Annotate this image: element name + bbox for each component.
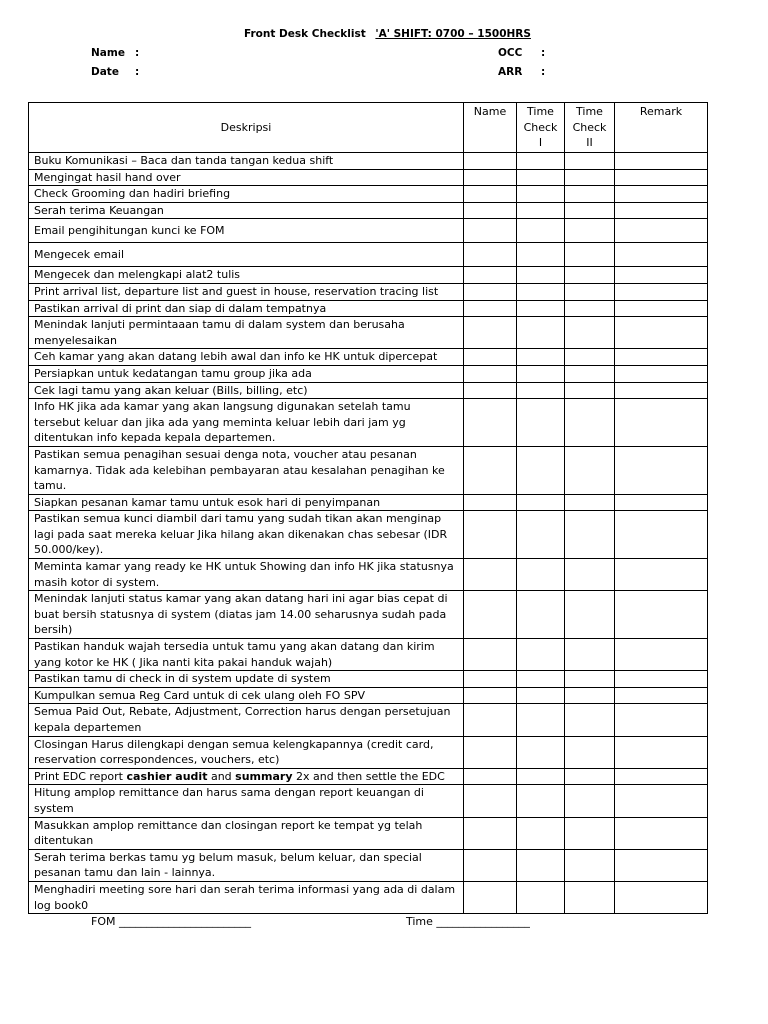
remark-cell[interactable] bbox=[615, 219, 708, 243]
checklist-row bbox=[29, 671, 708, 688]
checklist-item-description: Siapkan pesanan kamar tamu untuk esok hari di penyimpanan bbox=[29, 494, 464, 511]
checklist-item-description: Menindak lanjuti status kamar yang akan datang hari ini agar bias cepat di buat bersih statusnya di system (diatas jam 14.00 seharusnya sudah pada bersih) bbox=[29, 591, 464, 639]
time-check-2-cell[interactable] bbox=[565, 300, 615, 317]
checklist-row bbox=[29, 736, 708, 768]
checklist-item-description: Pastikan semua kunci diambil dari tamu yang sudah tikan akan menginap lagi pada saat mereka keluar Jika hilang akan dikenakan chas sebesar (IDR 50.000/key). bbox=[29, 511, 464, 559]
time-check-2-cell[interactable] bbox=[565, 446, 615, 494]
checklist-row bbox=[29, 153, 708, 170]
name-cell[interactable] bbox=[464, 687, 517, 704]
remark-cell[interactable] bbox=[615, 365, 708, 382]
time-check-2-cell[interactable] bbox=[565, 399, 615, 447]
edc-bold-text: summary bbox=[235, 769, 293, 783]
remark-cell[interactable] bbox=[615, 736, 708, 768]
column-header-name: Name bbox=[464, 103, 517, 153]
name-cell[interactable] bbox=[464, 446, 517, 494]
name-cell[interactable] bbox=[464, 591, 517, 639]
time-signature-line: Time _________________ bbox=[406, 915, 530, 928]
time-check-1-cell[interactable] bbox=[517, 446, 565, 494]
time-check-2-cell[interactable] bbox=[565, 687, 615, 704]
edc-text: Print EDC report bbox=[34, 769, 127, 783]
time-check-1-cell[interactable] bbox=[517, 365, 565, 382]
time-check-1-cell[interactable] bbox=[517, 202, 565, 219]
time-check-2-cell[interactable] bbox=[565, 881, 615, 913]
time-check-2-cell[interactable] bbox=[565, 704, 615, 736]
checklist-item-description: Serah terima berkas tamu yg belum masuk, belum keluar, dan special pesanan tamu dan lain - lainnya. bbox=[29, 849, 464, 881]
arr-colon: : bbox=[541, 66, 546, 78]
time-check-2-cell[interactable] bbox=[565, 591, 615, 639]
name-cell[interactable] bbox=[464, 511, 517, 559]
time-check-1-cell[interactable] bbox=[517, 300, 565, 317]
name-cell[interactable] bbox=[464, 382, 517, 399]
checklist-row bbox=[29, 283, 708, 300]
time-check-1-cell[interactable] bbox=[517, 317, 565, 349]
checklist-row bbox=[29, 219, 708, 243]
checklist-item-description: Print arrival list, departure list and guest in house, reservation tracing list bbox=[29, 283, 464, 300]
remark-cell[interactable] bbox=[615, 559, 708, 591]
checklist-row bbox=[29, 559, 708, 591]
checklist-item-description: Menghadiri meeting sore hari dan serah terima informasi yang ada di dalam log book0 bbox=[29, 881, 464, 913]
time-check-1-cell[interactable] bbox=[517, 219, 565, 243]
column-header-time-check-1: Time Check I bbox=[517, 103, 565, 153]
checklist-row bbox=[29, 704, 708, 736]
checklist-item-description: Semua Paid Out, Rebate, Adjustment, Correction harus dengan persetujuan kepala departemen bbox=[29, 704, 464, 736]
remark-cell[interactable] bbox=[615, 382, 708, 399]
checklist-item-description: Closingan Harus dilengkapi dengan semua kelengkapannya (credit card, reservation correspondences, vouchers, etc) bbox=[29, 736, 464, 768]
time-check-2-cell[interactable] bbox=[565, 283, 615, 300]
time-check-2-cell[interactable] bbox=[565, 202, 615, 219]
fom-signature-line: FOM ________________________ bbox=[91, 915, 251, 928]
remark-cell[interactable] bbox=[615, 317, 708, 349]
name-cell[interactable] bbox=[464, 494, 517, 511]
remark-cell[interactable] bbox=[615, 186, 708, 203]
remark-cell[interactable] bbox=[615, 768, 708, 785]
time-check-1-cell[interactable] bbox=[517, 768, 565, 785]
name-cell[interactable] bbox=[464, 849, 517, 881]
time-check-1-cell[interactable] bbox=[517, 494, 565, 511]
remark-cell[interactable] bbox=[615, 399, 708, 447]
name-cell[interactable] bbox=[464, 300, 517, 317]
edc-text: 2x and then settle the EDC bbox=[292, 769, 445, 783]
checklist-item-description: Mengingat hasil hand over bbox=[29, 169, 464, 186]
name-cell[interactable] bbox=[464, 317, 517, 349]
time-check-2-cell[interactable] bbox=[565, 169, 615, 186]
time-check-1-cell[interactable] bbox=[517, 267, 565, 284]
name-cell[interactable] bbox=[464, 817, 517, 849]
checklist-item-description: Cek lagi tamu yang akan keluar (Bills, billing, etc) bbox=[29, 382, 464, 399]
checklist-item-description: Pastikan handuk wajah tersedia untuk tamu yang akan datang dan kirim yang kotor ke HK ( Jika nanti kita pakai handuk wajah) bbox=[29, 639, 464, 671]
time-check-1-cell[interactable] bbox=[517, 399, 565, 447]
name-cell[interactable] bbox=[464, 639, 517, 671]
time-check-2-cell[interactable] bbox=[565, 849, 615, 881]
time-check-1-cell[interactable] bbox=[517, 785, 565, 817]
column-header-description: Deskripsi bbox=[29, 103, 464, 153]
time-check-2-cell[interactable] bbox=[565, 153, 615, 170]
checklist-row bbox=[29, 186, 708, 203]
time-check-1-cell[interactable] bbox=[517, 687, 565, 704]
remark-cell[interactable] bbox=[615, 494, 708, 511]
name-cell[interactable] bbox=[464, 559, 517, 591]
remark-cell[interactable] bbox=[615, 881, 708, 913]
time-check-1-cell[interactable] bbox=[517, 153, 565, 170]
checklist-row bbox=[29, 768, 708, 785]
arr-field-label: ARR bbox=[498, 66, 523, 78]
remark-cell[interactable] bbox=[615, 349, 708, 366]
time-check-2-cell[interactable] bbox=[565, 349, 615, 366]
time-check-1-cell[interactable] bbox=[517, 849, 565, 881]
time-check-2-cell[interactable] bbox=[565, 768, 615, 785]
name-cell[interactable] bbox=[464, 202, 517, 219]
checklist-row bbox=[29, 591, 708, 639]
title-text: Front Desk Checklist bbox=[244, 28, 366, 40]
time-check-2-cell[interactable] bbox=[565, 736, 615, 768]
name-cell[interactable] bbox=[464, 365, 517, 382]
time-check-2-cell[interactable] bbox=[565, 365, 615, 382]
remark-cell[interactable] bbox=[615, 817, 708, 849]
time-check-2-cell[interactable] bbox=[565, 186, 615, 203]
checklist-row bbox=[29, 169, 708, 186]
column-header-time-check-2: Time Check II bbox=[565, 103, 615, 153]
name-cell[interactable] bbox=[464, 243, 517, 267]
time-check-2-cell[interactable] bbox=[565, 785, 615, 817]
checklist-row bbox=[29, 349, 708, 366]
name-cell[interactable] bbox=[464, 768, 517, 785]
checklist-item-description: Mengecek dan melengkapi alat2 tulis bbox=[29, 267, 464, 284]
time-check-2-cell[interactable] bbox=[565, 671, 615, 688]
time-check-1-cell[interactable] bbox=[517, 671, 565, 688]
checklist-row bbox=[29, 399, 708, 447]
time-check-2-cell[interactable] bbox=[565, 817, 615, 849]
checklist-row bbox=[29, 687, 708, 704]
time-check-1-cell[interactable] bbox=[517, 639, 565, 671]
name-cell[interactable] bbox=[464, 881, 517, 913]
time-check-2-cell[interactable] bbox=[565, 382, 615, 399]
name-cell[interactable] bbox=[464, 153, 517, 170]
column-header-remark: Remark bbox=[615, 103, 708, 153]
name-cell[interactable] bbox=[464, 785, 517, 817]
checklist-item-description: Hitung amplop remittance dan harus sama dengan report keuangan di system bbox=[29, 785, 464, 817]
checklist-row bbox=[29, 494, 708, 511]
date-colon: : bbox=[135, 66, 140, 78]
checklist-row bbox=[29, 511, 708, 559]
name-cell[interactable] bbox=[464, 704, 517, 736]
remark-cell[interactable] bbox=[615, 639, 708, 671]
checklist-item-description: Pastikan arrival di print dan siap di dalam tempatnya bbox=[29, 300, 464, 317]
checklist-row bbox=[29, 300, 708, 317]
name-cell[interactable] bbox=[464, 169, 517, 186]
checklist-table bbox=[28, 102, 708, 914]
remark-cell[interactable] bbox=[615, 300, 708, 317]
remark-cell[interactable] bbox=[615, 687, 708, 704]
checklist-row bbox=[29, 849, 708, 881]
name-cell[interactable] bbox=[464, 349, 517, 366]
date-field-label: Date bbox=[91, 66, 119, 78]
time-check-2-cell[interactable] bbox=[565, 494, 615, 511]
table-header-row bbox=[29, 103, 708, 153]
time-check-1-cell[interactable] bbox=[517, 817, 565, 849]
checklist-item-description: Pastikan semua penagihan sesuai denga nota, voucher atau pesanan kamarnya. Tidak ada kelebihan pembayaran atau kesalahan penagihan ke tamu. bbox=[29, 446, 464, 494]
name-field-label: Name bbox=[91, 47, 125, 59]
checklist-item-description: Persiapkan untuk kedatangan tamu group jika ada bbox=[29, 365, 464, 382]
remark-cell[interactable] bbox=[615, 446, 708, 494]
checklist-item-description: Kumpulkan semua Reg Card untuk di cek ulang oleh FO SPV bbox=[29, 687, 464, 704]
time-check-2-cell[interactable] bbox=[565, 317, 615, 349]
document-title bbox=[244, 28, 531, 40]
remark-cell[interactable] bbox=[615, 591, 708, 639]
remark-cell[interactable] bbox=[615, 267, 708, 284]
remark-cell[interactable] bbox=[615, 202, 708, 219]
checklist-item-description: Serah terima Keuangan bbox=[29, 202, 464, 219]
name-cell[interactable] bbox=[464, 267, 517, 284]
checklist-item-description: Email pengihitungan kunci ke FOM bbox=[29, 219, 464, 243]
time-check-1-cell[interactable] bbox=[517, 243, 565, 267]
remark-cell[interactable] bbox=[615, 671, 708, 688]
time-check-2-cell[interactable] bbox=[565, 639, 615, 671]
time-check-1-cell[interactable] bbox=[517, 881, 565, 913]
time-check-2-cell[interactable] bbox=[565, 219, 615, 243]
time-check-1-cell[interactable] bbox=[517, 591, 565, 639]
name-cell[interactable] bbox=[464, 399, 517, 447]
remark-cell[interactable] bbox=[615, 153, 708, 170]
remark-cell[interactable] bbox=[615, 511, 708, 559]
edc-text: and bbox=[207, 769, 236, 783]
checklist-item-description: Ceh kamar yang akan datang lebih awal dan info ke HK untuk dipercepat bbox=[29, 349, 464, 366]
time-check-1-cell[interactable] bbox=[517, 511, 565, 559]
checklist-item-description: Buku Komunikasi – Baca dan tanda tangan kedua shift bbox=[29, 153, 464, 170]
occ-field-label: OCC bbox=[498, 47, 523, 59]
checklist-row bbox=[29, 785, 708, 817]
name-colon: : bbox=[135, 47, 140, 59]
checklist-row bbox=[29, 446, 708, 494]
checklist-item-description: Check Grooming dan hadiri briefing bbox=[29, 186, 464, 203]
time-check-1-cell[interactable] bbox=[517, 349, 565, 366]
time-check-1-cell[interactable] bbox=[517, 283, 565, 300]
time-check-2-cell[interactable] bbox=[565, 267, 615, 284]
name-cell[interactable] bbox=[464, 736, 517, 768]
checklist-item-description: Pastikan tamu di check in di system update di system bbox=[29, 671, 464, 688]
remark-cell[interactable] bbox=[615, 283, 708, 300]
time-check-2-cell[interactable] bbox=[565, 243, 615, 267]
time-check-1-cell[interactable] bbox=[517, 169, 565, 186]
checklist-item-description: Mengecek email bbox=[29, 243, 464, 267]
time-check-1-cell[interactable] bbox=[517, 736, 565, 768]
checklist-item-description: Masukkan amplop remittance dan closingan report ke tempat yg telah ditentukan bbox=[29, 817, 464, 849]
remark-cell[interactable] bbox=[615, 849, 708, 881]
checklist-item-description: Meminta kamar yang ready ke HK untuk Showing dan info HK jika statusnya masih kotor di system. bbox=[29, 559, 464, 591]
remark-cell[interactable] bbox=[615, 243, 708, 267]
checklist-row bbox=[29, 267, 708, 284]
checklist-row bbox=[29, 817, 708, 849]
name-cell[interactable] bbox=[464, 671, 517, 688]
checklist-row bbox=[29, 382, 708, 399]
edc-bold-text: cashier audit bbox=[126, 769, 208, 783]
checklist-item-description: Menindak lanjuti permintaaan tamu di dalam system dan berusaha menyelesaikan bbox=[29, 317, 464, 349]
name-cell[interactable] bbox=[464, 219, 517, 243]
checklist-row bbox=[29, 639, 708, 671]
checklist-item-description bbox=[29, 768, 464, 785]
checklist-row bbox=[29, 243, 708, 267]
remark-cell[interactable] bbox=[615, 704, 708, 736]
time-check-1-cell[interactable] bbox=[517, 559, 565, 591]
checklist-row bbox=[29, 365, 708, 382]
remark-cell[interactable] bbox=[615, 169, 708, 186]
occ-colon: : bbox=[541, 47, 546, 59]
name-cell[interactable] bbox=[464, 283, 517, 300]
name-cell[interactable] bbox=[464, 186, 517, 203]
time-check-1-cell[interactable] bbox=[517, 704, 565, 736]
time-check-2-cell[interactable] bbox=[565, 511, 615, 559]
time-check-2-cell[interactable] bbox=[565, 559, 615, 591]
shift-text: 'A' SHIFT: 0700 – 1500HRS bbox=[375, 28, 531, 40]
checklist-item-description: Info HK jika ada kamar yang akan langsung digunakan setelah tamu tersebut keluar dan jika ada yang meminta keluar lebih dari jam yg ditentukan info kepada kepala departemen. bbox=[29, 399, 464, 447]
checklist-row bbox=[29, 202, 708, 219]
checklist-row bbox=[29, 881, 708, 913]
time-check-1-cell[interactable] bbox=[517, 382, 565, 399]
remark-cell[interactable] bbox=[615, 785, 708, 817]
checklist-row bbox=[29, 317, 708, 349]
time-check-1-cell[interactable] bbox=[517, 186, 565, 203]
